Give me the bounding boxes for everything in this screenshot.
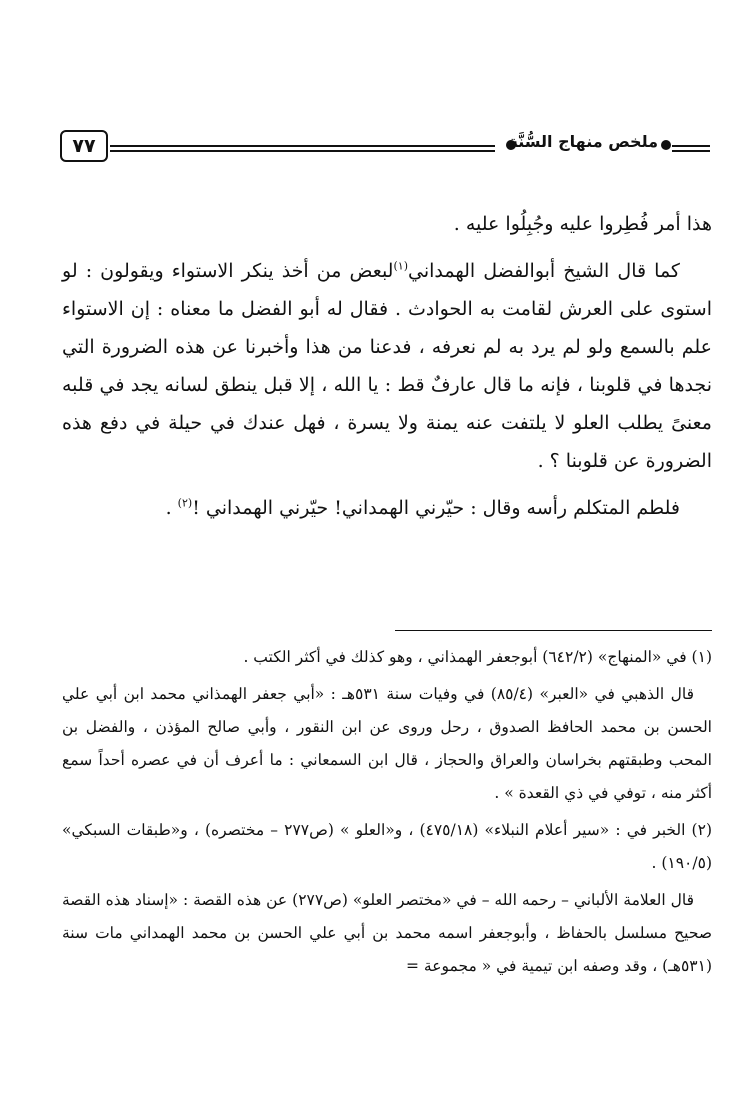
footnote-ref-1[interactable]: (١)	[393, 259, 408, 273]
footnote-1-continued: قال الذهبي في «العبر» (٨٥/٤) في وفيات سنة ٥٣١هـ : «أبي جعفر الهمذاني محمد ابن أبي علي الحسن بن محمد الحافظ الصدوق ، رحل وروى عن ابن النقور ، وأبي صالح المؤذن ، والفضل بن المحب وطبقتهم بخراسان والعراق والحجاز ، قال ابن السمعاني : ما أعرف أن في عصره أحداً سمع أكثر منه ، توفي في ذي القعدة » .	[62, 685, 712, 802]
paragraph-2-start: كما قال الشيخ أبوالفضل الهمداني	[408, 260, 680, 282]
main-text	[62, 205, 712, 536]
footnote-1: (١) في «المنهاج» (٦٤٢/٢) أبوجعفر الهمذاني ، وهو كذلك في أكثر الكتب .	[243, 648, 712, 666]
footnote-ref-2[interactable]: (٢)	[177, 496, 193, 510]
header-rule-left	[110, 145, 495, 147]
footnote-2-continued: قال العلامة الألباني – رحمه الله – في «مختصر العلو» (ص٢٧٧) عن هذه القصة : «إسناد هذه القصة صحيح مسلسل بالحفاظ ، وأبوجعفر اسمه محمد بن أبي علي الحسن بن محمد الهمداني مات سنة (٥٣١هـ) ، وقد وصفه ابن تيمية في « مجموعة =	[62, 891, 712, 975]
paragraph-2	[62, 252, 712, 480]
paragraph-3	[62, 489, 712, 527]
paragraph-1: هذا أمر فُطِروا عليه وجُبِلُوا عليه .	[453, 213, 712, 235]
running-title: ملخص منهاج السُّنَّة	[508, 132, 658, 151]
paragraph-3-text: فلطم المتكلم رأسه وقال : حيّرني الهمداني! حيّرني الهمداني !	[192, 497, 680, 519]
paragraph-3-end: .	[165, 497, 178, 519]
page-header	[60, 128, 710, 168]
footnotes	[62, 641, 712, 987]
footnote-divider	[395, 630, 712, 631]
footnote-2: (٢) الخبر في : «سير أعلام النبلاء» (٤٧٥/١٨) ، و«العلو » (ص٢٧٧ – مختصره) ، و«طبقات السبكي» (١٩٠/٥) .	[62, 821, 712, 872]
header-rule-right	[672, 145, 710, 147]
bullet-ornament-right	[661, 140, 671, 150]
paragraph-2-rest: لبعض من أخذ ينكر الاستواء ويقولون : لو استوى على العرش لقامت به الحوادث . فقال له أبو الفضل ما معناه : إن الاستواء علم بالسمع ولو لم يرد به لم نعرفه ، فدعنا من هذا وأخبرنا عن هذه الضرورة التي نجدها في قلوبنا ، فإنه ما قال عارفٌ قط : يا الله ، إلا قبل ينطق لسانه يجد في قلبه معنىً يطلب العلو لا يلتفت عنه يمنة ولا يسرة ، فهل عندك في حيلة في دفع هذه الضرورة عن قلوبنا ؟ .	[62, 260, 712, 472]
page-number: ٧٧	[60, 130, 108, 162]
